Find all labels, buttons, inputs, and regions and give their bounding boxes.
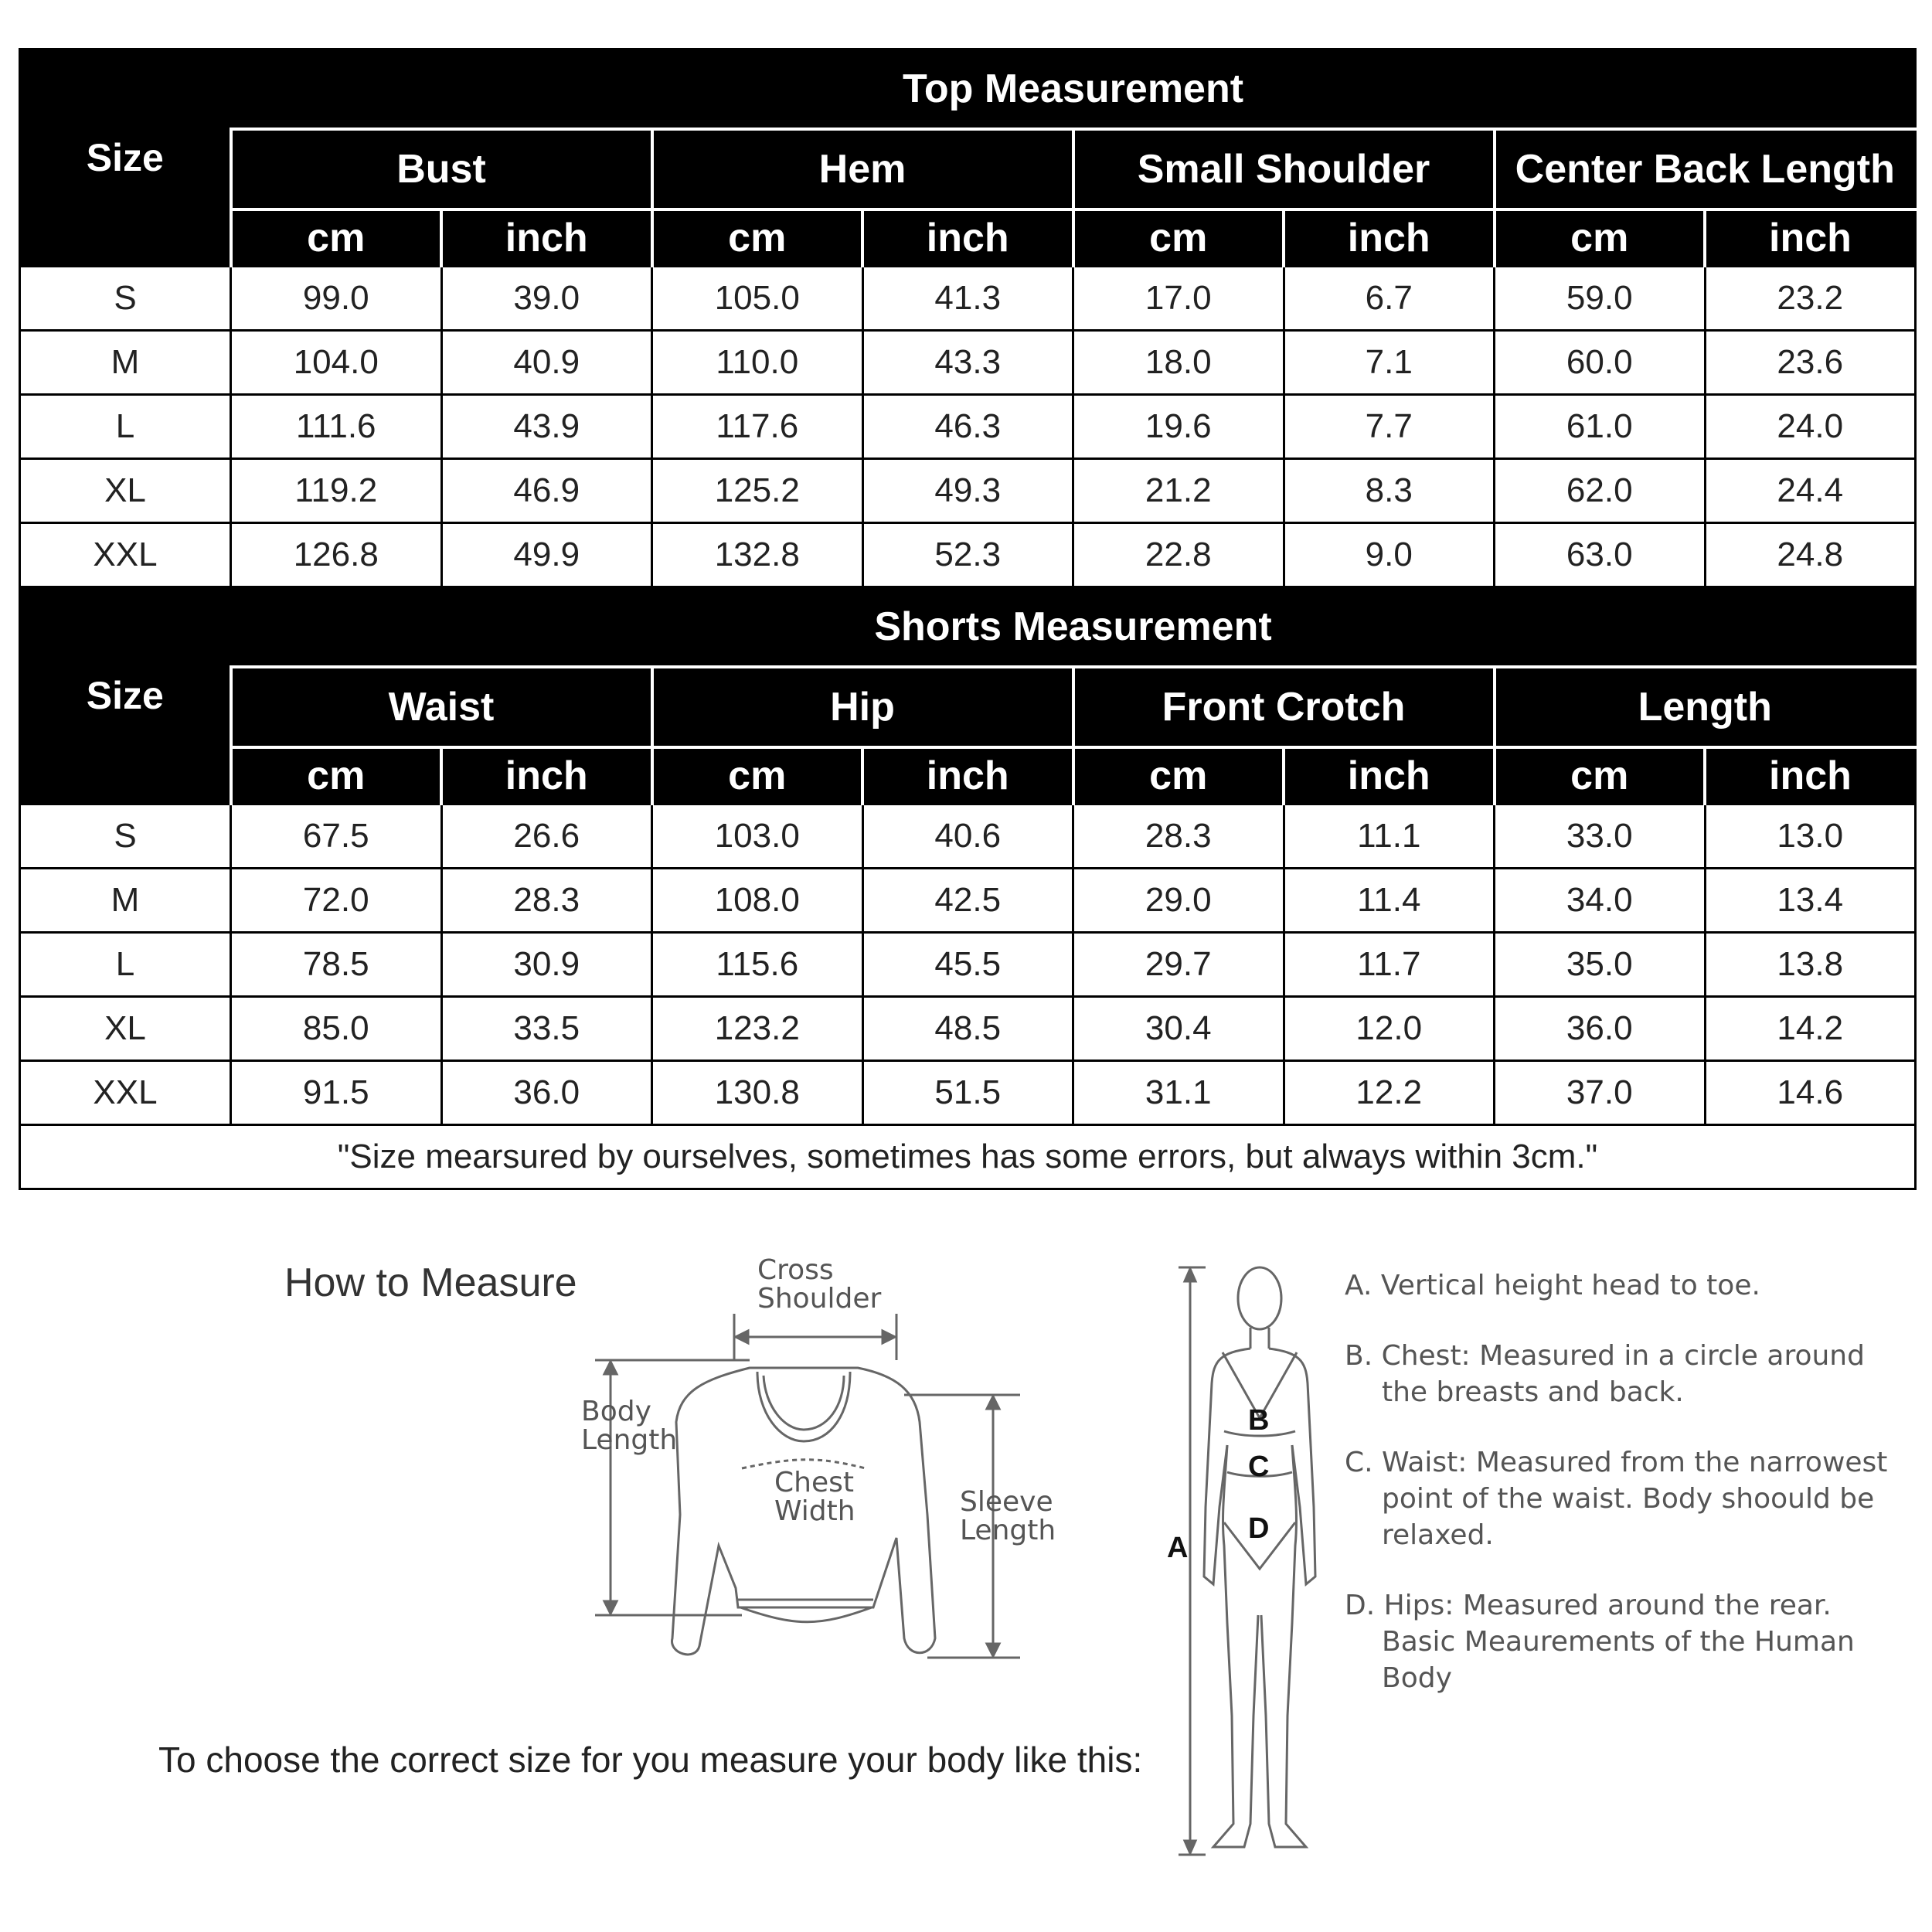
measurement-header: Center Back Length [1495,129,1916,209]
value-cell: 119.2 [231,459,442,523]
value-cell: 130.8 [652,1061,863,1125]
value-cell: 45.5 [862,933,1073,997]
unit-header: cm [1495,209,1706,267]
value-cell: 19.6 [1073,395,1284,459]
value-cell: 33.5 [441,997,652,1061]
value-cell: 26.6 [441,804,652,869]
unit-header: cm [1495,747,1706,804]
value-cell: 72.0 [231,869,442,933]
value-cell: 24.0 [1705,395,1916,459]
body-letter-d: D [1248,1512,1270,1545]
value-cell: 61.0 [1495,395,1706,459]
value-cell: 37.0 [1495,1061,1706,1125]
cross-shoulder-label: Shoulder [757,1283,882,1315]
sleeve-length-label: Sleeve [960,1486,1053,1518]
value-cell: 33.0 [1495,804,1706,869]
measurement-header: Front Crotch [1073,667,1495,747]
value-cell: 29.0 [1073,869,1284,933]
cross-shoulder-label: Cross [757,1254,834,1286]
value-cell: 67.5 [231,804,442,869]
value-cell: 63.0 [1495,523,1706,587]
table-row [20,804,1916,869]
measurement-header: Hip [652,667,1073,747]
table-row [20,459,1916,523]
value-cell: 59.0 [1495,267,1706,331]
unit-header: inch [1705,747,1916,804]
body-length-label: Body [581,1396,651,1427]
table-row [20,395,1916,459]
measurement-header: Waist [231,667,652,747]
size-cell: L [20,933,231,997]
table-row [20,869,1916,933]
unit-header: cm [652,747,863,804]
table-row [20,997,1916,1061]
unit-header: inch [441,209,652,267]
value-cell: 132.8 [652,523,863,587]
unit-header: inch [1284,747,1495,804]
value-cell: 11.7 [1284,933,1495,997]
value-cell: 104.0 [231,331,442,395]
unit-header: inch [441,747,652,804]
size-cell: L [20,395,231,459]
value-cell: 8.3 [1284,459,1495,523]
value-cell: 39.0 [441,267,652,331]
value-cell: 62.0 [1495,459,1706,523]
value-cell: 14.2 [1705,997,1916,1061]
value-cell: 35.0 [1495,933,1706,997]
value-cell: 111.6 [231,395,442,459]
value-cell: 12.0 [1284,997,1495,1061]
measurement-header: Small Shoulder [1073,129,1495,209]
value-cell: 91.5 [231,1061,442,1125]
size-cell: M [20,869,231,933]
instruction-text: To choose the correct size for you measure your body like this: [158,1740,1143,1780]
value-cell: 31.1 [1073,1061,1284,1125]
measurement-header: Hem [652,129,1073,209]
value-cell: 52.3 [862,523,1073,587]
value-cell: 40.6 [862,804,1073,869]
value-cell: 24.8 [1705,523,1916,587]
note-d: D. Hips: Measured around the rear. Basic Meaurements of the Human Body [1345,1590,1855,1694]
measurement-note: "Size mearsured by ourselves, sometimes has some errors, but always within 3cm." [20,1125,1916,1189]
note-b: B. Chest: Measured in a circle around the breasts and back. [1345,1340,1865,1408]
unit-header: cm [652,209,863,267]
value-cell: 6.7 [1284,267,1495,331]
table-row [20,523,1916,587]
unit-header: cm [231,209,442,267]
table-row [20,1061,1916,1125]
value-cell: 108.0 [652,869,863,933]
size-cell: M [20,331,231,395]
value-cell: 117.6 [652,395,863,459]
value-cell: 125.2 [652,459,863,523]
value-cell: 126.8 [231,523,442,587]
value-cell: 36.0 [441,1061,652,1125]
value-cell: 23.2 [1705,267,1916,331]
value-cell: 29.7 [1073,933,1284,997]
value-cell: 43.3 [862,331,1073,395]
value-cell: 28.3 [441,869,652,933]
table-row [20,933,1916,997]
section-title: Top Measurement [231,49,1916,130]
value-cell: 11.1 [1284,804,1495,869]
size-cell: XL [20,459,231,523]
size-cell: S [20,267,231,331]
value-cell: 43.9 [441,395,652,459]
sleeve-length-label: Length [960,1515,1056,1546]
unit-header: cm [1073,747,1284,804]
garment-diagram [564,1236,1090,1677]
value-cell: 21.2 [1073,459,1284,523]
unit-header: inch [1705,209,1916,267]
value-cell: 51.5 [862,1061,1073,1125]
value-cell: 22.8 [1073,523,1284,587]
unit-header: cm [1073,209,1284,267]
value-cell: 7.1 [1284,331,1495,395]
unit-header: inch [862,747,1073,804]
value-cell: 7.7 [1284,395,1495,459]
value-cell: 24.4 [1705,459,1916,523]
note-a: A. Vertical height head to toe. [1345,1270,1760,1301]
value-cell: 13.0 [1705,804,1916,869]
unit-header: inch [1284,209,1495,267]
value-cell: 103.0 [652,804,863,869]
value-cell: 17.0 [1073,267,1284,331]
body-letter-b: B [1248,1404,1270,1437]
value-cell: 30.4 [1073,997,1284,1061]
value-cell: 9.0 [1284,523,1495,587]
value-cell: 23.6 [1705,331,1916,395]
value-cell: 85.0 [231,997,442,1061]
table-row [20,267,1916,331]
value-cell: 78.5 [231,933,442,997]
value-cell: 46.3 [862,395,1073,459]
chest-width-label: Chest [774,1467,854,1498]
value-cell: 46.9 [441,459,652,523]
how-to-measure-title: How to Measure [284,1260,577,1305]
table-row [20,331,1916,395]
value-cell: 36.0 [1495,997,1706,1061]
value-cell: 49.3 [862,459,1073,523]
size-cell: S [20,804,231,869]
body-diagram [1159,1252,1345,1870]
value-cell: 34.0 [1495,869,1706,933]
size-header: Size [20,587,231,804]
note-c: C. Waist: Measured from the narrowest point of the waist. Body shoould be relaxed. [1345,1447,1888,1551]
value-cell: 99.0 [231,267,442,331]
body-letter-a: A [1167,1532,1189,1564]
value-cell: 28.3 [1073,804,1284,869]
chest-width-label: Width [774,1495,855,1527]
size-cell: XL [20,997,231,1061]
value-cell: 13.4 [1705,869,1916,933]
measurement-notes [1345,1267,1901,1730]
value-cell: 105.0 [652,267,863,331]
top-measurement-table [19,48,1917,588]
body-length-label: Length [581,1424,678,1456]
value-cell: 14.6 [1705,1061,1916,1125]
value-cell: 42.5 [862,869,1073,933]
value-cell: 115.6 [652,933,863,997]
measurement-header: Length [1495,667,1916,747]
value-cell: 49.9 [441,523,652,587]
size-cell: XXL [20,523,231,587]
value-cell: 30.9 [441,933,652,997]
value-cell: 12.2 [1284,1061,1495,1125]
unit-header: inch [862,209,1073,267]
value-cell: 18.0 [1073,331,1284,395]
size-cell: XXL [20,1061,231,1125]
value-cell: 40.9 [441,331,652,395]
size-header: Size [20,49,231,267]
measurement-header: Bust [231,129,652,209]
value-cell: 41.3 [862,267,1073,331]
value-cell: 110.0 [652,331,863,395]
section-title: Shorts Measurement [231,587,1916,668]
unit-header: cm [231,747,442,804]
value-cell: 123.2 [652,997,863,1061]
value-cell: 48.5 [862,997,1073,1061]
value-cell: 11.4 [1284,869,1495,933]
value-cell: 60.0 [1495,331,1706,395]
value-cell: 13.8 [1705,933,1916,997]
body-letter-c: C [1248,1451,1270,1483]
shorts-measurement-table [19,586,1917,1190]
